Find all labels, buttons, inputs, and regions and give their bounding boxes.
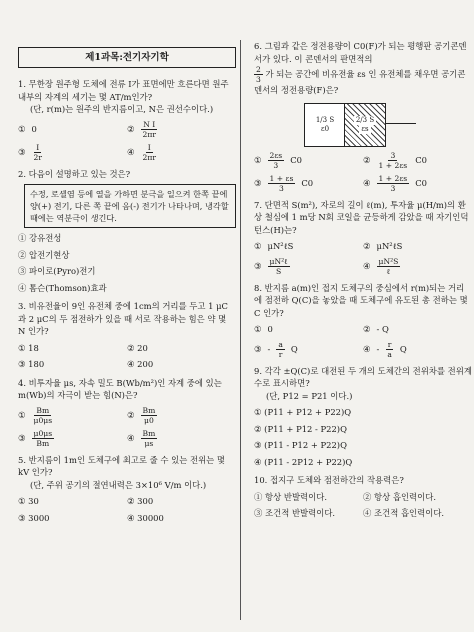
question-4-options [18,406,236,448]
question-10-text: 10. 접지구 도체와 점전하간의 작용력은? [254,475,404,485]
option[interactable]: ② 20 [127,342,148,353]
option[interactable]: ① 항상 반발력이다. [254,491,327,502]
option[interactable]: ① 18 [18,342,39,353]
question-2 [18,168,236,295]
option[interactable]: ④ 톰슨(Thomson)효과 [18,282,107,293]
fraction: $\frac{\text{μN²ℓ}}{S}$ [269,256,288,276]
question-10-options [254,491,472,520]
subject-title: 제1과목:전기자기학 [18,47,236,68]
option[interactable]: ③ $\frac{\text{μN²ℓ}}{S}$ [254,256,288,276]
question-4-text: 4. 비투자율 μs, 자속 밀도 B(Wb/m²)인 자계 중에 있는 m(Wb)의 자극이 받는 힘(N)은? [18,377,222,400]
question-9 [254,365,472,469]
fraction: $\frac{Bm}{\mu 0}$ [142,405,156,425]
question-6-options [254,151,472,193]
option[interactable]: ③ - $\frac{a}{r}$ Q [254,339,298,359]
option[interactable]: ③ $\frac{I}{2r}$ [18,142,42,162]
question-2-text: 2. 다음이 설명하고 있는 것은? [18,168,131,179]
question-1 [18,78,236,162]
right-column [254,40,472,526]
fraction: $\frac{\text{N I}}{2\pi r}$ [142,119,156,139]
option[interactable]: ④ (P11 - 2P12 + P22)Q [254,456,353,467]
left-column [18,40,236,530]
option[interactable]: ① (P11 + P12 + P22)Q [254,407,352,417]
option[interactable]: ② $\frac{Bm}{\mu 0}$ [127,405,156,425]
option[interactable]: ④ 조건적 흡인력이다. [363,508,445,518]
fraction: $\frac{\text{μN²S}}{\text{ℓ}}$ [378,256,399,276]
question-8-text: 8. 반지름 a(m)인 접지 도체구의 중심에서 r(m)되는 거리에 점전하 Q(C)을 놓았을 때 도체구에 유도된 총 전하는 몇 C 인가? [254,282,468,318]
option[interactable]: ③ 파이로(Pyro)전기 [18,266,96,276]
option[interactable]: ① μN²ℓS [254,241,294,251]
option[interactable]: ② 압전기현상 [18,249,70,260]
question-7-text: 7. 단면적 S(m²), 자로의 길이 ℓ(m), 투자율 μ(H/m)의 환상 철심에 1 m당 N회 코일을 균등하게 감았을 때 자기인덕턴스(H)는? [254,199,469,235]
fraction: $\frac{I}{2\pi r}$ [142,142,156,162]
column-divider [240,40,241,620]
question-9-options [254,406,472,468]
question-8-options [254,323,472,359]
option[interactable]: ② $\frac{3}{1 + 2\varepsilon s}$ C0 [363,150,427,170]
question-7 [254,199,472,276]
question-5-text: 5. 반지름이 1m인 도체구에 최고로 줄 수 있는 전위는 몇 kV 인가? [18,454,226,477]
question-5 [18,454,236,525]
question-10 [254,474,472,520]
question-1-text: 1. 무한장 원주형 도체에 전류 I가 표면에만 흐른다면 원주 내부의 자계의 세기는 몇 AT/m인가? [18,79,229,102]
option[interactable]: ④ $\frac{Bm}{\mu s}$ [127,428,156,448]
fraction: $\frac{1 + \varepsilon s}{3}$ [269,173,294,193]
lead-wire [386,123,416,124]
option[interactable]: ④ 200 [127,359,154,369]
question-8 [254,282,472,359]
option[interactable]: ④ - $\frac{r}{a}$ Q [363,339,407,359]
question-2-box: 수정, 로셸염 등에 열을 가하면 분극을 일으켜 한쪽 끝에 양(+) 전기, 다른 쪽 끝에 음(-) 전기가 나타나며, 냉각할 때에는 역분극이 생긴다. [24,184,236,228]
fraction: $\frac{a}{r}$ [278,339,283,359]
question-7-options [254,240,472,276]
question-4 [18,377,236,448]
question-9-text: 9. 각각 ±Q(C)로 대전된 두 개의 도체간의 전위차를 전위계수로 표시하면? [254,365,472,388]
question-5-note: (단, 주위 공기의 절연내력은 3×10⁶ V/m 이다.) [30,479,207,490]
fraction: $\frac{2\varepsilon s}{3}$ [269,150,283,170]
option[interactable]: ④ $\frac{I}{2\pi r}$ [127,142,156,162]
question-1-note: (단, r(m)는 원주의 반지름이고, N은 권선수이다.) [30,104,214,114]
option[interactable]: ① 30 [18,496,39,506]
option[interactable]: ④ 30000 [127,512,164,523]
fraction: $\frac{Bm}{\mu s}$ [142,428,156,448]
fraction: $\frac{I}{2r}$ [33,142,42,162]
question-3-options [18,342,236,371]
fraction: $\frac{Bm}{\mu 0\mu s}$ [33,405,53,425]
option[interactable]: ① 강유전성 [18,233,62,243]
question-1-options [18,120,236,162]
option[interactable]: ① $\frac{2\varepsilon s}{3}$ C0 [254,150,302,170]
question-3-text: 3. 비유전율이 9인 유전체 중에 1cm의 거리를 두고 1 μC과 2 μC의 두 점전하가 있을 때 서로 작용하는 힘은 약 몇 N 인가? [18,301,228,336]
option[interactable]: ③ 3000 [18,512,50,523]
fraction: $\frac{1 + 2\varepsilon s}{3}$ [378,173,408,193]
option[interactable]: ③ $\frac{1 + \varepsilon s}{3}$ C0 [254,173,314,193]
option[interactable]: ② (P11 + P12 - P22)Q [254,423,347,434]
dielectric-region: 2/3 S εs [344,103,386,147]
air-region: 1/3 S ε0 [304,103,346,147]
fraction: $\frac{3}{1 + 2\varepsilon s}$ [378,150,408,170]
fraction: $\frac{r}{a}$ [387,339,392,359]
fraction: $\frac{2}{3}$ [256,65,261,84]
question-6 [254,40,472,193]
question-6-text-1: 6. 그림과 같은 정전용량이 C0(F)가 되는 평행판 공기콘덴서가 있다. 이 콘덴서의 판면적의 [254,41,467,64]
option[interactable]: ① $\frac{Bm}{\mu 0\mu s}$ [18,405,53,425]
capacitor-figure [304,103,424,145]
question-2-options [18,232,236,294]
question-6-text-2: 가 되는 공간에 비유전율 εs 인 유전체를 채우면 공기콘덴서의 정전용량(F)은? [254,69,466,95]
option[interactable]: ② 300 [127,496,154,506]
fraction: $\frac{\mu 0\mu s}{Bm}$ [33,428,53,448]
option[interactable]: ② 항상 흡인력이다. [363,491,436,502]
option[interactable]: ④ $\frac{\text{μN²S}}{\text{ℓ}}$ [363,256,399,276]
option[interactable]: ③ (P11 - P12 + P22)Q [254,440,347,450]
option[interactable]: ③ 180 [18,359,45,369]
option[interactable]: ④ $\frac{1 + 2\varepsilon s}{3}$ C0 [363,173,427,193]
question-5-options [18,495,236,524]
question-3 [18,300,236,371]
option[interactable]: ② - Q [363,324,389,334]
option[interactable]: ② $\frac{\text{N I}}{2\pi r}$ [127,119,156,139]
option[interactable]: ③ 조건적 반발력이다. [254,508,336,518]
question-9-note: (단, P12 = P21 이다.) [266,390,353,401]
option[interactable]: ① 0 [254,324,273,334]
option[interactable]: ① 0 [18,123,37,134]
option[interactable]: ③ $\frac{\mu 0\mu s}{Bm}$ [18,428,53,448]
option[interactable]: ② μN²ℓS [363,241,403,251]
